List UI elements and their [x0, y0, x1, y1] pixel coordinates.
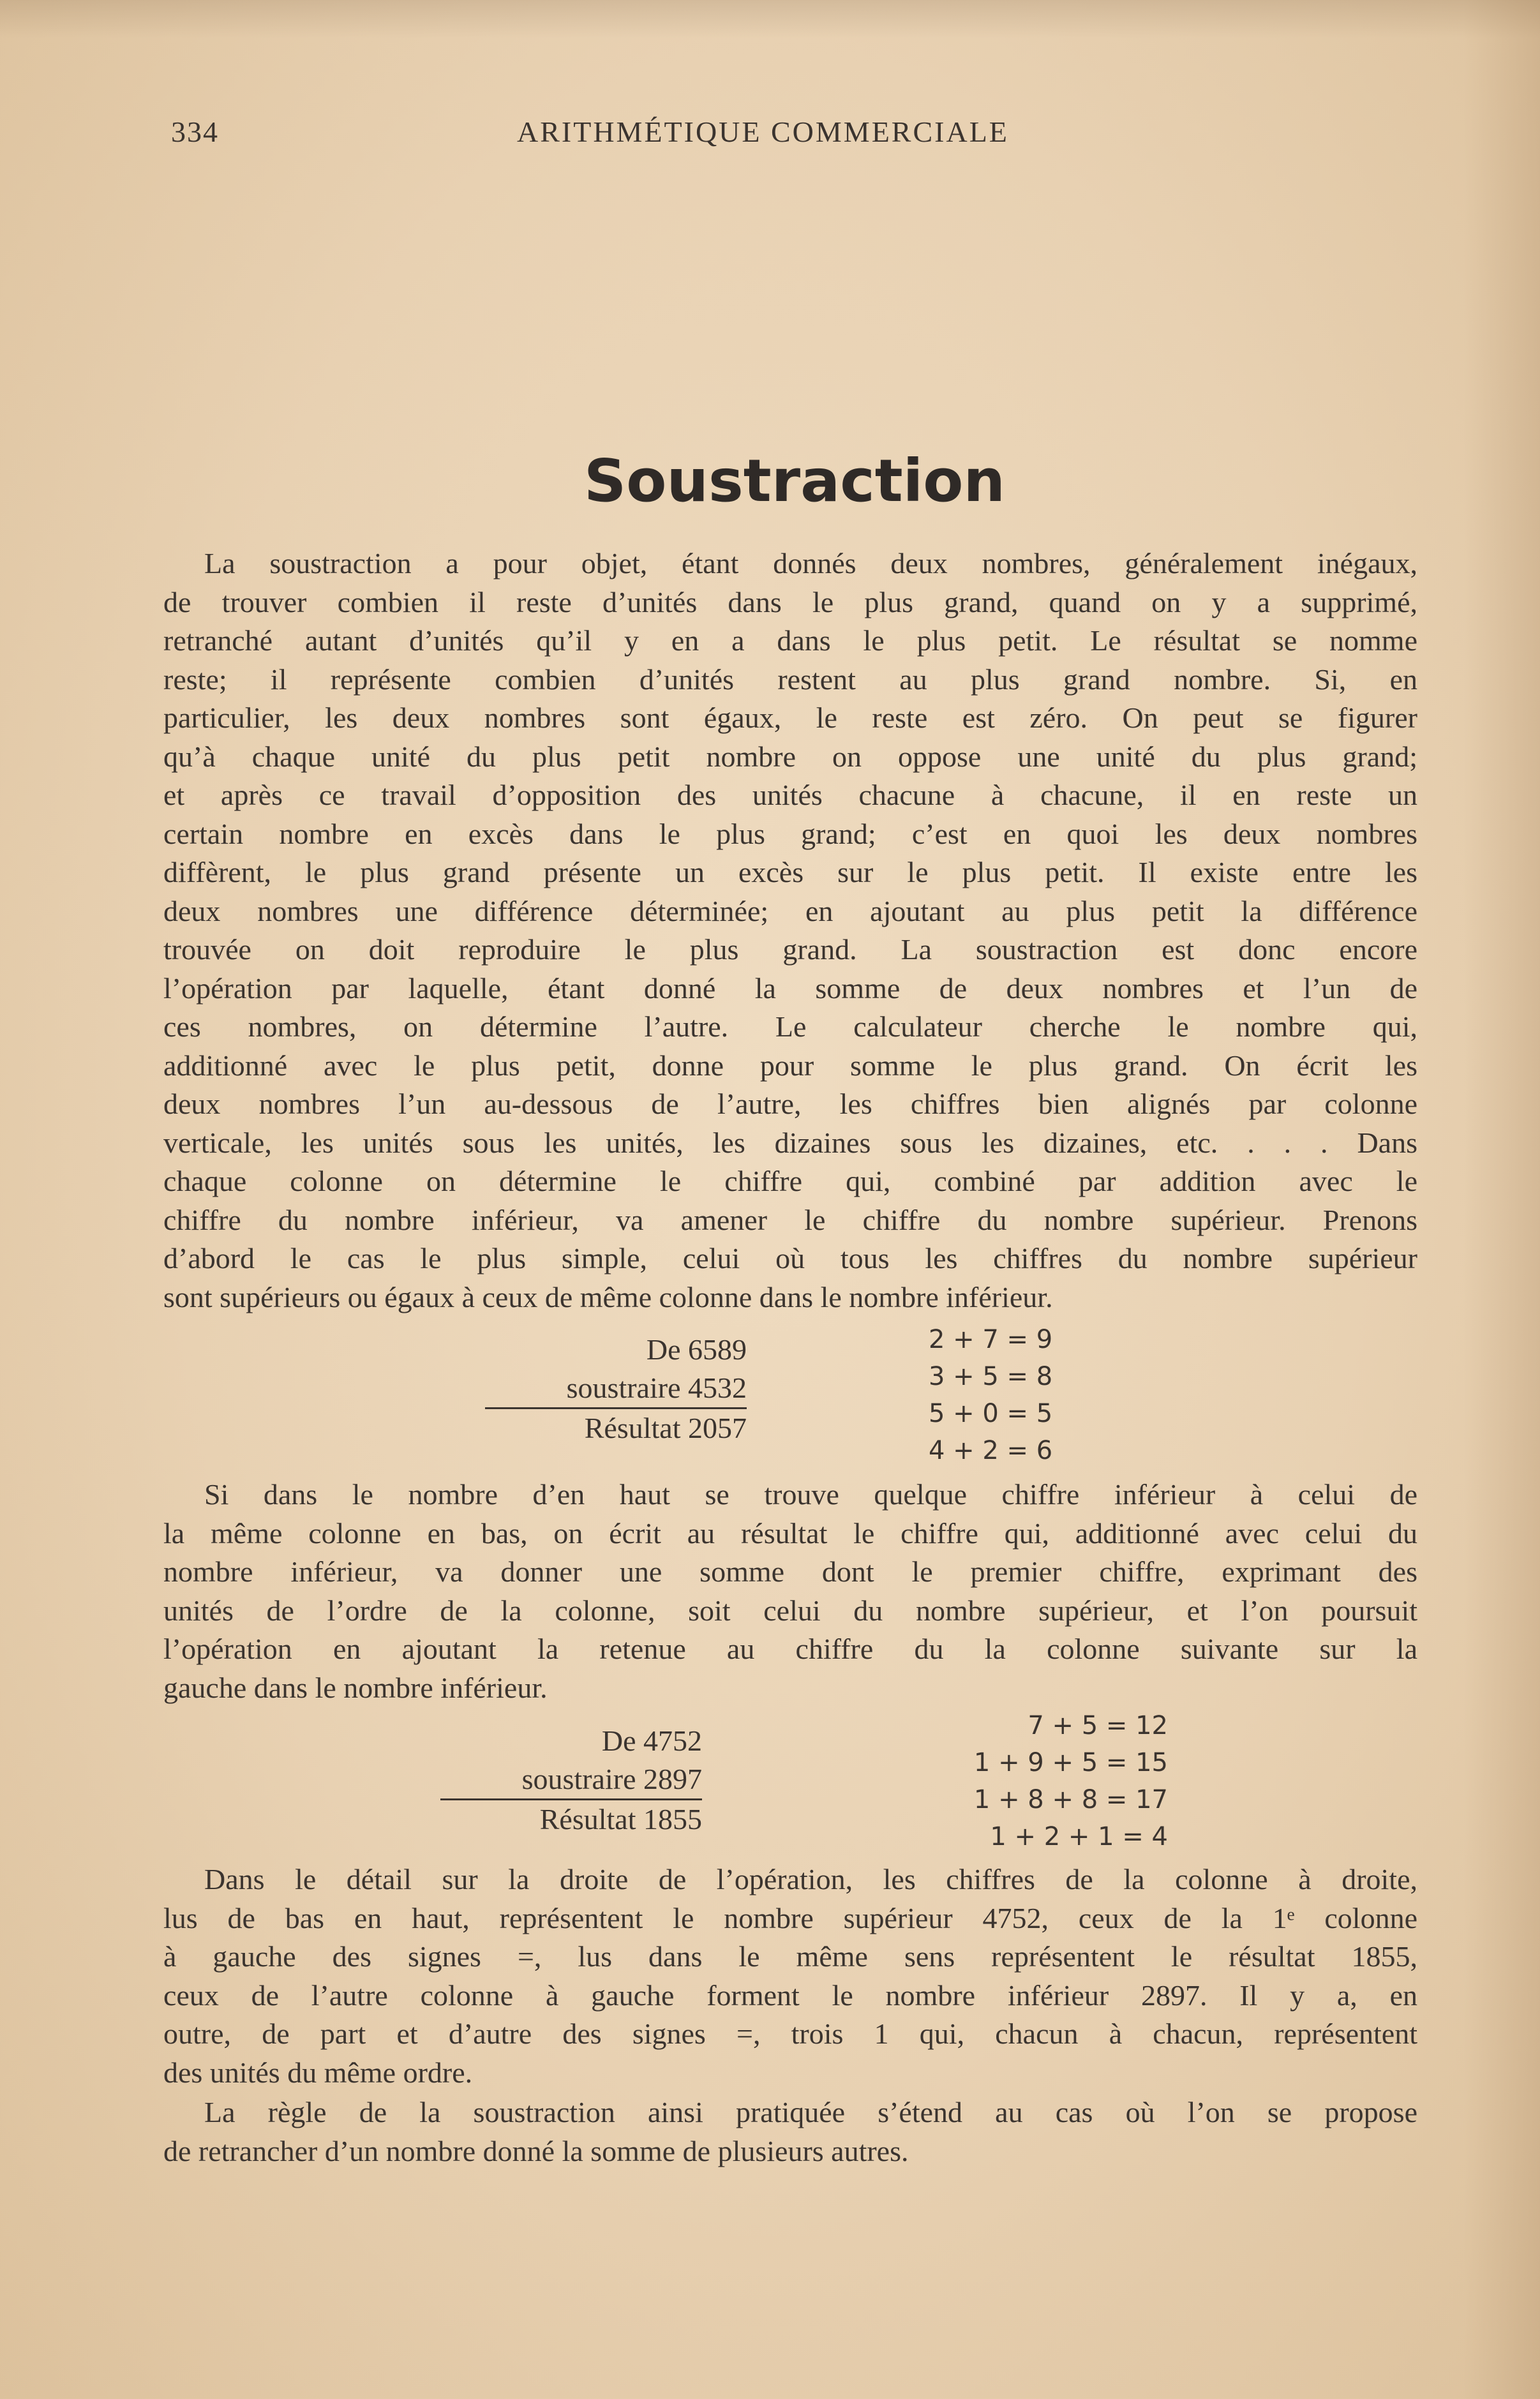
text-line: chiffre du nombre inférieur, va amener le chiffre du nombre supérieur. Prenons [163, 1203, 1417, 1236]
example2-operation [440, 1722, 702, 1839]
example1-result: Résultat 2057 [584, 1412, 747, 1444]
paragraph-detail-explanation [163, 1860, 1417, 2092]
text-line: diffèrent, le plus grand présente un excès sur le plus petit. Il existe entre les [163, 856, 1417, 888]
text-line: outre, de part et d’autre des signes =, trois 1 qui, chacun à chacun, représentent [163, 2017, 1417, 2050]
text-line: la même colonne en bas, on écrit au résultat le chiffre qui, additionné avec celui du [163, 1516, 1417, 1550]
page-edge-shadow [1463, 0, 1540, 2399]
example1-detail-line: 3 + 5 = 8 [929, 1362, 1053, 1391]
example2-detail [887, 1707, 1168, 1855]
example2-detail-line: 7 + 5 = 12 [1028, 1711, 1168, 1740]
text-line: Si dans le nombre d’en haut se trouve quelque chiffre inférieur à celui de [204, 1478, 1417, 1511]
example1-detail-line: 5 + 0 = 5 [929, 1399, 1053, 1428]
text-line: à gauche des signes =, lus dans le même sens représentent le résultat 1855, [163, 1940, 1417, 1973]
text-line: qu’à chaque unité du plus petit nombre on oppose une unité du plus grand; [163, 740, 1417, 773]
example2-minuend: De 4752 [601, 1724, 702, 1757]
example1-detail-line: 4 + 2 = 6 [929, 1436, 1053, 1465]
text-line: lus de bas en haut, représentent le nombre supérieur 4752, ceux de la 1ᵉ colonne [163, 1901, 1417, 1934]
text-line: sont supérieurs ou égaux à ceux de même colonne dans le nombre inférieur. [163, 1280, 1053, 1313]
example1-subtrahend: soustraire 4532 [485, 1369, 747, 1409]
text-line: reste; il représente combien d’unités restent au plus grand nombre. Si, en [163, 662, 1417, 696]
text-line: ces nombres, on détermine l’autre. Le calculateur cherche le nombre qui, [163, 1010, 1417, 1043]
text-line: l’opération en ajoutant la retenue au chiffre du la colonne suivante sur la [163, 1633, 1417, 1665]
text-line: trouvée on doit reproduire le plus grand. La soustraction est donc encore [163, 933, 1417, 966]
page-top-shadow [0, 0, 1540, 38]
text-line: ceux de l’autre colonne à gauche forment le nombre inférieur 2897. Il y a, en [163, 1978, 1417, 2012]
text-line: deux nombres l’un au-dessous de l’autre, les chiffres bien alignés par colonne [163, 1087, 1417, 1120]
example2-detail-line: 1 + 8 + 8 = 17 [973, 1785, 1168, 1814]
text-line: verticale, les unités sous les unités, les dizaines sous les dizaines, etc. . . . Dans [163, 1126, 1417, 1159]
paragraph-definition [163, 544, 1417, 1317]
section-title: Soustraction [584, 447, 1005, 515]
text-line: deux nombres une différence déterminée; en ajoutant au plus petit la différence [163, 894, 1417, 927]
text-line: de retrancher d’un nombre donné la somme de plusieurs autres. [163, 2134, 909, 2167]
example1-minuend: De 6589 [646, 1333, 747, 1366]
text-line: de trouver combien il reste d’unités dans le plus grand, quand on y a supprimé, [163, 585, 1417, 618]
text-line: La règle de la soustraction ainsi pratiquée s’étend au cas où l’on se propose [204, 2096, 1417, 2128]
text-line: certain nombre en excès dans le plus grand; c’est en quoi les deux nombres [163, 817, 1417, 850]
text-line: gauche dans le nombre inférieur. [163, 1671, 548, 1704]
text-line: additionné avec le plus petit, donne pour somme le plus grand. On écrit les [163, 1049, 1417, 1082]
text-line: unités de l’ordre de la colonne, soit celui du nombre supérieur, et l’on poursuit [163, 1594, 1417, 1627]
text-line: des unités du même ordre. [163, 2056, 473, 2089]
example1-detail [929, 1321, 1052, 1469]
text-line: l’opération par laquelle, étant donné la somme de deux nombres et l’un de [163, 971, 1417, 1005]
running-title: ARITHMÉTIQUE COMMERCIALE [517, 116, 1009, 148]
paragraph-rule-extension [163, 2093, 1417, 2171]
text-line: Dans le détail sur la droite de l’opération, les chiffres de la colonne à droite, [204, 1863, 1417, 1895]
example2-detail-line: 1 + 9 + 5 = 15 [973, 1748, 1168, 1777]
text-line: La soustraction a pour objet, étant donnés deux nombres, généralement inégaux, [204, 547, 1417, 579]
example2-detail-line: 1 + 2 + 1 = 4 [990, 1822, 1168, 1851]
text-line: particulier, les deux nombres sont égaux, le reste est zéro. On peut se figurer [163, 701, 1417, 734]
example2-subtrahend: soustraire 2897 [440, 1760, 702, 1800]
text-line: chaque colonne on détermine le chiffre qui, combiné par addition avec le [163, 1165, 1417, 1197]
text-line: d’abord le cas le plus simple, celui où tous les chiffres du nombre supérieur [163, 1242, 1417, 1274]
example1-detail-line: 2 + 7 = 9 [929, 1325, 1053, 1354]
text-line: et après ce travail d’opposition des unités chacune à chacune, il en reste un [163, 779, 1417, 811]
text-line: nombre inférieur, va donner une somme dont le premier chiffre, exprimant des [163, 1555, 1417, 1588]
example1-operation [485, 1331, 747, 1447]
page-number: 334 [171, 116, 219, 148]
example2-result: Résultat 1855 [539, 1803, 702, 1835]
text-line: retranché autant d’unités qu’il y en a dans le plus petit. Le résultat se nomme [163, 624, 1417, 657]
paragraph-borrowing [163, 1476, 1417, 1707]
